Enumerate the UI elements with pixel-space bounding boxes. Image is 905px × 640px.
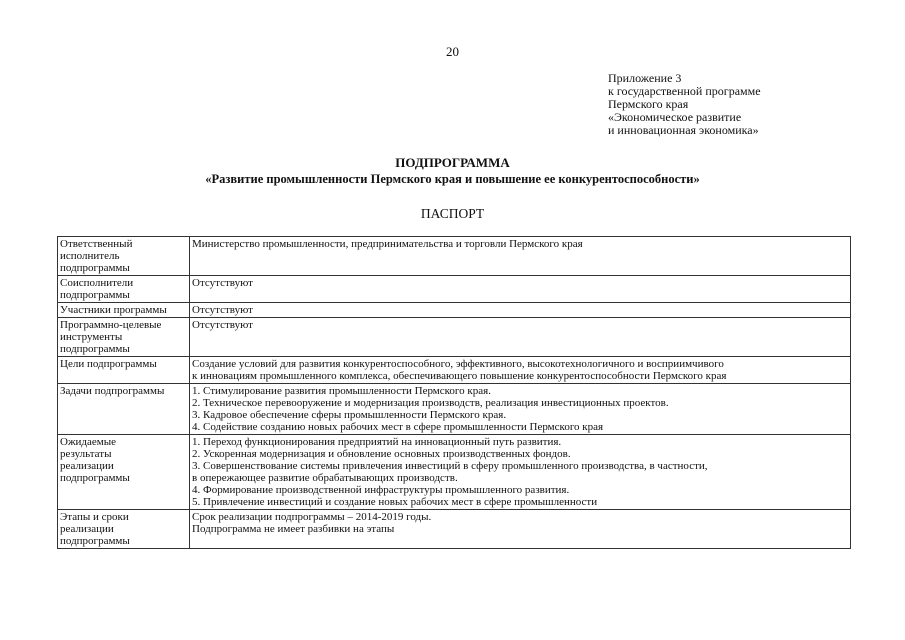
row-value-cell: [190, 435, 851, 510]
row-label-line: Соисполнители: [60, 277, 134, 289]
row-label-cell: [58, 276, 190, 303]
row-value-line: Отсутствуют: [192, 319, 253, 331]
row-label-cell: [58, 435, 190, 510]
row-label-line: исполнитель: [60, 250, 120, 262]
row-value-line: Создание условий для развития конкурентоспособного, эффективного, высокотехнологичного и восприимчивого: [192, 358, 724, 370]
appendix-note: [608, 72, 761, 137]
passport-title: ПАСПОРТ: [420, 206, 485, 221]
row-label-line: Задачи подпрограммы: [60, 385, 165, 397]
table-row: [58, 276, 851, 303]
table-row: [58, 435, 851, 510]
row-value-line: 5. Привлечение инвестиций и создание новых рабочих мест в сфере промышленности: [192, 496, 598, 508]
row-value-line: Отсутствуют: [192, 304, 253, 316]
row-value-cell: [190, 303, 851, 318]
row-value-cell: [190, 357, 851, 384]
row-value-line: Срок реализации подпрограммы – 2014-2019 годы.: [192, 511, 432, 523]
row-label-line: подпрограммы: [60, 472, 130, 484]
subprogram-title: «Развитие промышленности Пермского края и повышение ее конкурентоспособности»: [205, 172, 700, 186]
table-row: [58, 357, 851, 384]
row-label-line: Цели подпрограммы: [60, 358, 157, 370]
row-label-line: подпрограммы: [60, 343, 130, 355]
table-row: [58, 237, 851, 276]
row-value-cell: [190, 318, 851, 357]
row-label-line: Этапы и сроки: [60, 511, 129, 523]
row-value-cell: [190, 384, 851, 435]
row-label-line: результаты: [60, 448, 112, 460]
row-label-cell: [58, 384, 190, 435]
row-value-cell: [190, 276, 851, 303]
table-row: [58, 303, 851, 318]
row-label-line: Программно-целевые: [60, 319, 162, 331]
row-value-line: 4. Формирование производственной инфраструктуры промышленного развития.: [192, 484, 570, 496]
row-label-cell: [58, 318, 190, 357]
row-label-line: подпрограммы: [60, 289, 130, 301]
row-label-line: реализации: [60, 460, 114, 472]
passport-table-body: [58, 237, 851, 549]
row-value-line: Министерство промышленности, предпринимательства и торговли Пермского края: [192, 238, 583, 250]
row-value-line: 2. Ускоренная модернизация и обновление основных производственных фондов.: [192, 448, 571, 460]
table-row: [58, 318, 851, 357]
row-label-cell: [58, 237, 190, 276]
table-row: [58, 384, 851, 435]
row-label-cell: [58, 303, 190, 318]
row-value-line: 1. Переход функционирования предприятий на инновационный путь развития.: [192, 436, 562, 448]
appendix-line: и инновационная экономика»: [608, 123, 759, 137]
row-label-line: Участники программы: [60, 304, 167, 316]
page-number: 20: [446, 44, 459, 59]
row-label-line: Ответственный: [60, 238, 133, 250]
row-value-line: 2. Техническое перевооружение и модернизация производств, реализация инвестиционных проектов.: [192, 397, 669, 409]
row-label-line: Ожидаемые: [60, 436, 117, 448]
row-value-line: 3. Совершенствование системы привлечения инвестиций в сферу промышленного производства, в частности,: [192, 460, 708, 472]
row-label-cell: [58, 510, 190, 549]
row-value-line: в опережающее развитие обрабатывающих производств.: [192, 472, 458, 484]
subprogram-heading: ПОДПРОГРАММА: [395, 155, 510, 170]
appendix-line: к государственной программе: [608, 84, 761, 98]
row-value-cell: [190, 510, 851, 549]
row-label-line: подпрограммы: [60, 535, 130, 547]
row-label-line: инструменты: [60, 331, 123, 343]
row-label-line: реализации: [60, 523, 114, 535]
row-label-line: подпрограммы: [60, 262, 130, 274]
row-value-line: Подпрограмма не имеет разбивки на этапы: [192, 523, 395, 535]
passport-table: [57, 236, 851, 549]
appendix-line: «Экономическое развитие: [608, 110, 742, 124]
row-value-line: к инновациям промышленного комплекса, обеспечивающего повышение конкурентоспособности Пермского края: [192, 370, 727, 382]
row-value-line: 4. Содействие созданию новых рабочих мест в сфере промышленности Пермского края: [192, 421, 604, 433]
row-label-cell: [58, 357, 190, 384]
appendix-line: Приложение 3: [608, 71, 682, 85]
appendix-line: Пермского края: [608, 97, 689, 111]
row-value-cell: [190, 237, 851, 276]
table-row: [58, 510, 851, 549]
row-value-line: 3. Кадровое обеспечение сферы промышленности Пермского края.: [192, 409, 507, 421]
row-value-line: 1. Стимулирование развития промышленности Пермского края.: [192, 385, 491, 397]
row-value-line: Отсутствуют: [192, 277, 253, 289]
